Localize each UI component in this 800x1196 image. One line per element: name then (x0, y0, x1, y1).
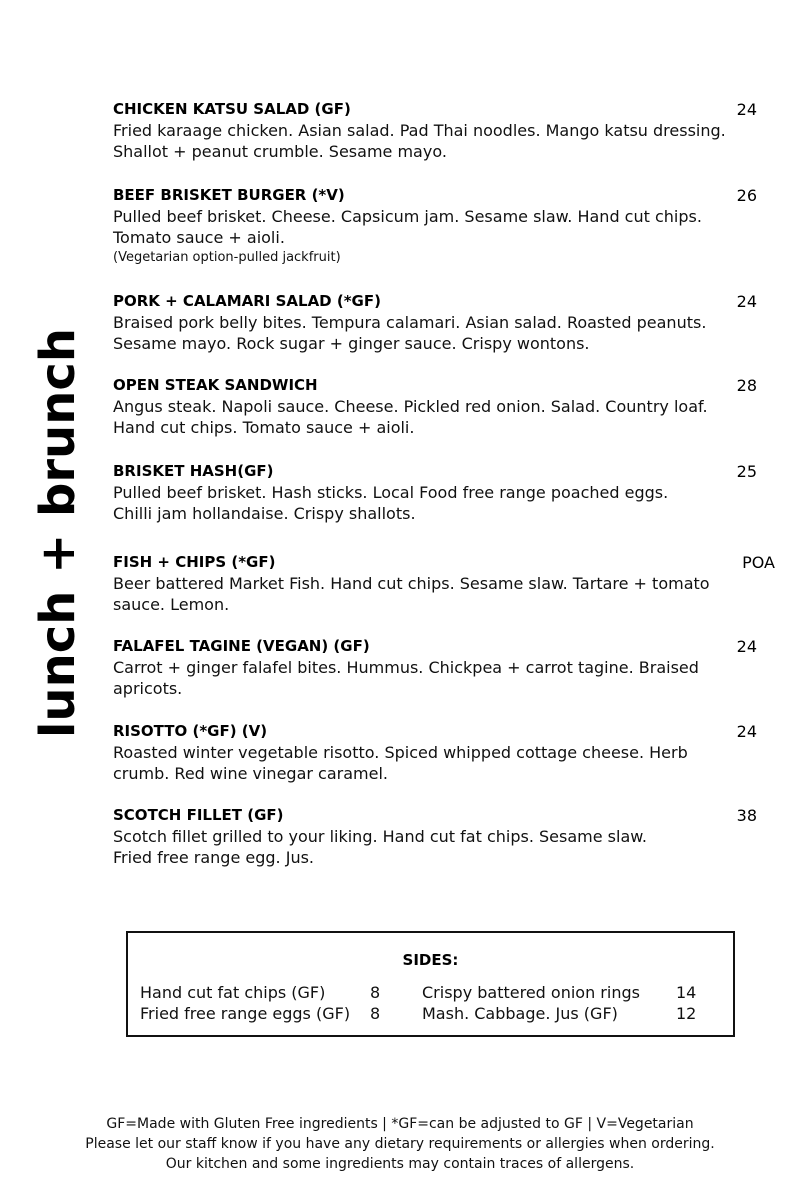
menu-item-header (113, 375, 763, 396)
menu-item-description: Braised pork belly bites. Tempura calamari. Asian salad. Roasted peanuts. Sesame mayo. Rock sugar + ginger sauce. Crispy wontons. (113, 313, 707, 353)
menu-item-header (113, 552, 775, 573)
menu-item-price: 24 (736, 722, 757, 741)
menu-item-description: Fried karaage chicken. Asian salad. Pad Thai noodles. Mango katsu dressing. Shallot + peanut crumble. Sesame mayo. (113, 121, 726, 161)
allergen-footer (0, 1114, 800, 1174)
menu-item-description: Beer battered Market Fish. Hand cut chips. Sesame slaw. Tartare + tomato sauce. Lemon. (113, 574, 710, 614)
menu-item-falafel-tagine (113, 636, 763, 699)
side-item-name: Fried free range eggs (GF) (140, 1004, 351, 1023)
menu-item-risotto (113, 721, 763, 784)
menu-item-price: 28 (736, 376, 757, 395)
menu-item-fish-chips (113, 552, 775, 615)
sides-box (126, 931, 735, 1037)
menu-item-brisket-hash (113, 461, 763, 524)
menu-item-price: 38 (736, 806, 757, 825)
menu-item-name: BRISKET HASH(GF) (113, 462, 274, 480)
menu-item-price: 25 (736, 462, 757, 481)
menu-item-name: BEEF BRISKET BURGER (*V) (113, 186, 345, 204)
side-item-price: 8 (370, 1004, 381, 1023)
menu-item-name: FALAFEL TAGINE (VEGAN) (GF) (113, 637, 370, 655)
menu-item-header (113, 99, 763, 120)
menu-item-price: 24 (736, 292, 757, 311)
menu-item-price: 26 (736, 186, 757, 205)
menu-item-header (113, 636, 763, 657)
menu-item-name: FISH + CHIPS (*GF) (113, 553, 276, 571)
menu-section-title (22, 327, 94, 739)
menu-item-header (113, 185, 763, 206)
menu-item-header (113, 461, 763, 482)
menu-item-scotch-fillet (113, 805, 763, 868)
menu-item-description: Pulled beef brisket. Cheese. Capsicum jam. Sesame slaw. Hand cut chips. Tomato sauce + aioli. (113, 207, 702, 247)
side-item-price: 14 (676, 983, 697, 1002)
menu-item-price: POA (742, 553, 775, 572)
menu-item-description: Carrot + ginger falafel bites. Hummus. Chickpea + carrot tagine. Braised apricots. (113, 658, 699, 698)
menu-item-name: SCOTCH FILLET (GF) (113, 806, 284, 824)
menu-item-name: OPEN STEAK SANDWICH (113, 376, 318, 394)
menu-item-description: Roasted winter vegetable risotto. Spiced whipped cottage cheese. Herb crumb. Red wine vinegar caramel. (113, 743, 688, 783)
side-item-price: 12 (676, 1004, 697, 1023)
menu-item-name: CHICKEN KATSU SALAD (GF) (113, 100, 351, 118)
menu-item-price: 24 (736, 100, 757, 119)
side-item-name: Mash. Cabbage. Jus (GF) (422, 1004, 618, 1023)
menu-item-name: PORK + CALAMARI SALAD (*GF) (113, 292, 381, 310)
side-item-price: 8 (370, 983, 381, 1002)
menu-section-title-text: lunch + brunch (30, 327, 86, 739)
menu-item-header (113, 805, 763, 826)
menu-item-description: Scotch fillet grilled to your liking. Hand cut fat chips. Sesame slaw. Fried free range egg. Jus. (113, 827, 647, 867)
sides-title: SIDES: (402, 951, 459, 969)
footer-legend: GF=Made with Gluten Free ingredients | *GF=can be adjusted to GF | V=Vegetarian (106, 1116, 694, 1132)
menu-item-beef-brisket-burger (113, 185, 763, 268)
menu-item-description: Angus steak. Napoli sauce. Cheese. Pickled red onion. Salad. Country loaf. Hand cut chips. Tomato sauce + aioli. (113, 397, 708, 437)
footer-dietary-note: Please let our staff know if you have any dietary requirements or allergies when ordering. (85, 1136, 715, 1152)
menu-item-description: Pulled beef brisket. Hash sticks. Local Food free range poached eggs. Chilli jam hollandaise. Crispy shallots. (113, 483, 669, 523)
menu-item-header (113, 291, 763, 312)
menu-item-chicken-katsu-salad (113, 99, 763, 162)
menu-item-header (113, 721, 763, 742)
side-item-name: Hand cut fat chips (GF) (140, 983, 326, 1002)
side-item-name: Crispy battered onion rings (422, 983, 640, 1002)
menu-item-open-steak-sandwich (113, 375, 763, 438)
menu-item-note: (Vegetarian option-pulled jackfruit) (113, 250, 341, 265)
menu-item-pork-calamari-salad (113, 291, 763, 354)
menu-item-name: RISOTTO (*GF) (V) (113, 722, 268, 740)
menu-item-price: 24 (736, 637, 757, 656)
footer-allergen-warning: Our kitchen and some ingredients may contain traces of allergens. (165, 1156, 635, 1172)
